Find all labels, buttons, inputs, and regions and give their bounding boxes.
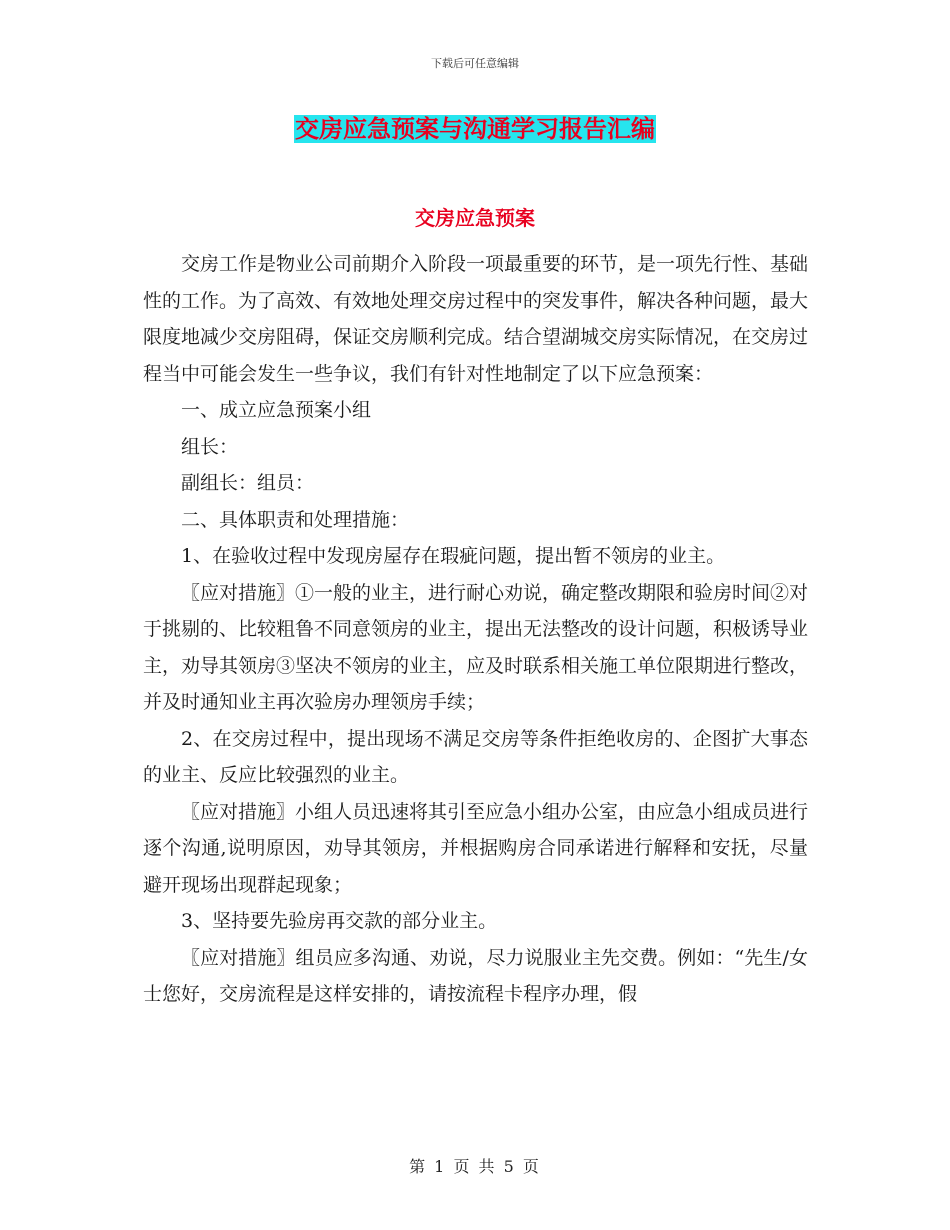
paragraph-members: 副组长：组员： bbox=[181, 472, 315, 494]
paragraph-item-3: 3、坚持要先验房再交款的部分业主。 bbox=[181, 910, 498, 932]
paragraph-measure-3: 〖应对措施〗组员应多沟通、劝说，尽力说服业主先交费。例如：“先生/女士您好，交房流程是这样安排的，请按流程卡程序办理，假 bbox=[143, 946, 808, 1005]
paragraph-intro: 交房工作是物业公司前期介入阶段一项最重要的环节，是一项先行性、基础性的工作。为了高效、有效地处理交房过程中的突发事件，解决各种问题，最大限度地减少交房阻碍，保证交房顺利完成。结合望湖城交房实际情况，在交房过程当中可能会发生一些争议，我们有针对性地制定了以下应急预案： bbox=[143, 253, 809, 385]
page-footer: 第 1 页 共 5 页 bbox=[409, 1157, 541, 1176]
document-title-text: 交房应急预案与沟通学习报告汇编 bbox=[295, 115, 655, 143]
document-body bbox=[143, 246, 808, 1013]
document-title bbox=[0, 112, 950, 146]
header-note: 下载后可任意编辑 bbox=[431, 57, 519, 70]
paragraph-item-1: 1、在验收过程中发现房屋存在瑕疵问题，提出暂不领房的业主。 bbox=[181, 545, 726, 567]
paragraph-item-2: 2、在交房过程中，提出现场不满足交房等条件拒绝收房的、企图扩大事态的业主、反应比较强烈的业主。 bbox=[143, 727, 808, 786]
paragraph-leader: 组长： bbox=[181, 435, 239, 458]
section-title: 交房应急预案 bbox=[415, 206, 535, 230]
paragraph-measure-2: 〖应对措施〗小组人员迅速将其引至应急小组办公室，由应急小组成员进行逐个沟通,说明原因，劝导其领房，并根据购房合同承诺进行解释和安抚，尽量避开现场出现群起现象； bbox=[143, 800, 809, 896]
paragraph-measure-1: 〖应对措施〗①一般的业主，进行耐心劝说，确定整改期限和验房时间②对于挑剔的、比较粗鲁不同意领房的业主，提出无法整改的设计问题，积极诱导业主，劝导其领房③坚决不领房的业主，应及时联系相关施工单位限期进行整改，并及时通知业主再次验房办理领房手续； bbox=[143, 581, 809, 713]
paragraph-heading-1: 一、成立应急预案小组 bbox=[181, 399, 372, 421]
paragraph-heading-2: 二、具体职责和处理措施： bbox=[181, 508, 410, 531]
